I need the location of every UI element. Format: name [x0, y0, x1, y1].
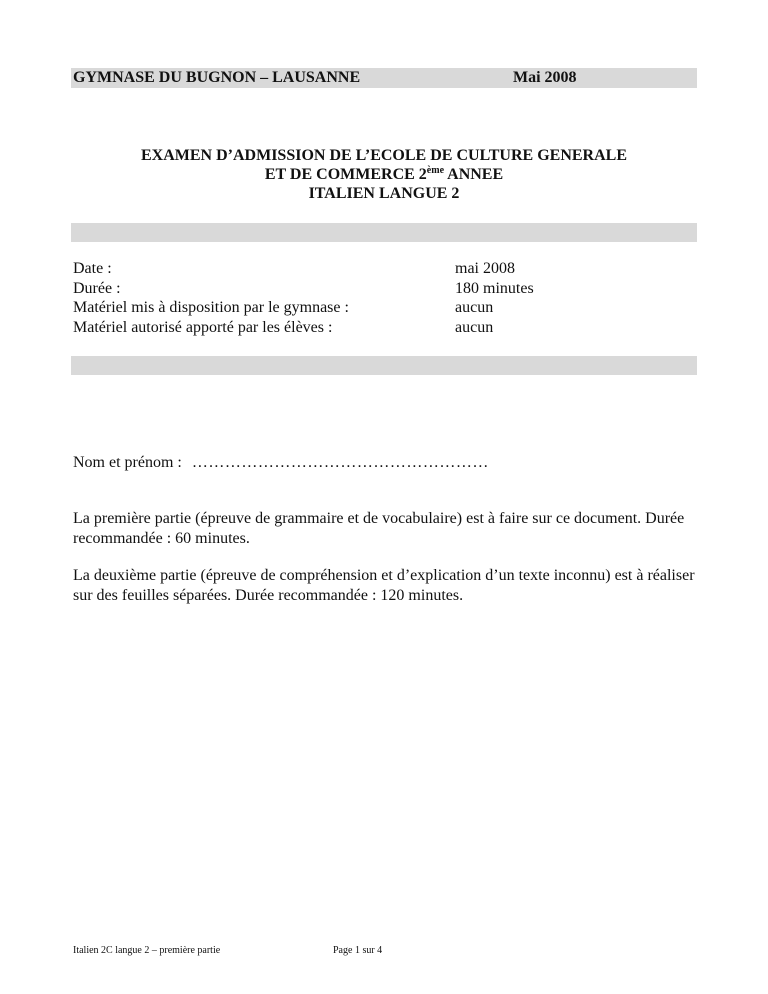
info-row-material-provided: [73, 298, 673, 318]
title-line-2-prefix: ET DE COMMERCE 2: [264, 166, 427, 183]
info-value: aucun: [455, 318, 494, 336]
footer-document-label: Italien 2C langue 2 – première partie: [73, 945, 221, 956]
exam-info-table: [73, 259, 673, 337]
footer-page-number: Page 1 sur 4: [333, 945, 383, 956]
instructions-part-2: La deuxième partie (épreuve de compréhension et d’explication d’un texte inconnu) est à réaliser sur des feuilles séparées. Durée recommandée : 120 minutes.: [73, 567, 695, 604]
title-line-1: EXAMEN D’ADMISSION DE L’ECOLE DE CULTURE GENERALE: [140, 147, 627, 164]
info-row-material-allowed: [73, 318, 673, 338]
title-line-2-superscript: ème: [426, 165, 445, 176]
info-label: Durée :: [73, 279, 121, 297]
info-value: aucun: [455, 299, 494, 316]
info-row-duration: [73, 279, 673, 299]
info-label: Date :: [73, 260, 112, 277]
name-field-blank[interactable]: ………………………………………………: [191, 454, 489, 471]
info-row-date: [73, 259, 673, 279]
divider-band-bottom: [71, 356, 697, 375]
info-value: mai 2008: [455, 260, 515, 277]
title-line-2: [71, 165, 697, 184]
exam-title: [71, 146, 697, 203]
instructions-part-1: La première partie (épreuve de grammaire et de vocabulaire) est à faire sur ce document. Durée recommandée : 60 minutes.: [73, 510, 685, 547]
title-line-3: ITALIEN LANGUE 2: [308, 185, 460, 202]
name-field-label: Nom et prénom :: [73, 454, 182, 471]
info-label: Matériel mis à disposition par le gymnase :: [73, 299, 349, 316]
header-school-name: GYMNASE DU BUGNON – LAUSANNE: [73, 69, 361, 86]
header-date: Mai 2008: [513, 69, 577, 86]
info-label: Matériel autorisé apporté par les élèves :: [73, 318, 333, 336]
title-line-2-suffix: ANNEE: [444, 166, 504, 183]
name-field: [73, 453, 489, 473]
info-value: 180 minutes: [455, 279, 534, 297]
divider-band-top: [71, 223, 697, 242]
